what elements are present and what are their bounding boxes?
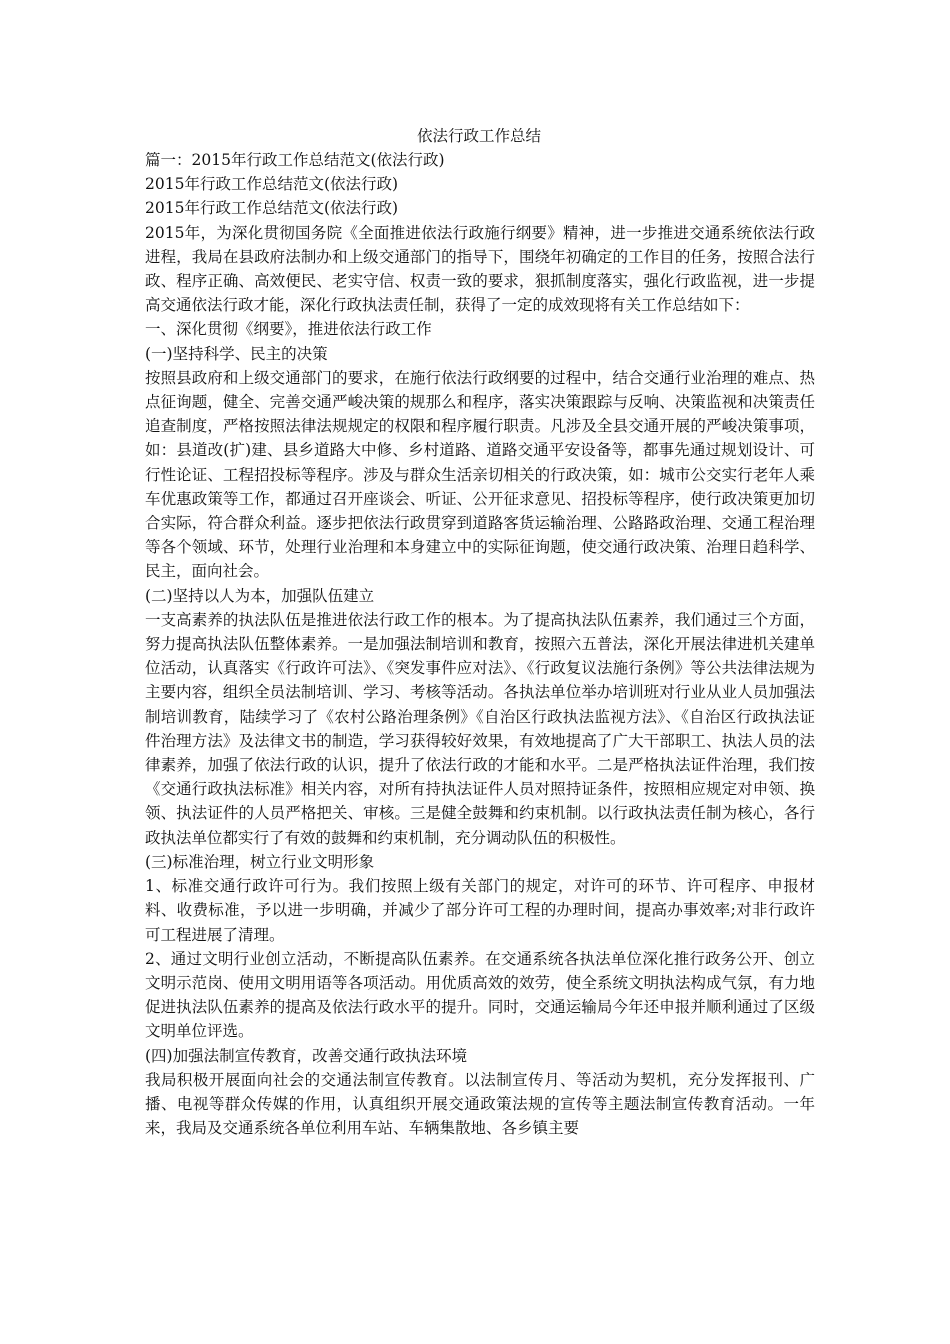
section-heading-line: (二)坚持以人为本，加强队伍建立 — [145, 586, 375, 605]
body-paragraph: 2015年，为深化贯彻国务院《全面推进依法行政施行纲要》精神，进一步推进交通系统依法行政进程，我局在县政府法制办和上级交通部门的指导下，围绕年初确定的工作目的任务，按照合法行政、程序正确、高效便民、老实守信、权责一致的要求，狠抓制度落实，强化行政监视，进一步提高交通依法行政才能，深化行政执法责任制，获得了一定的成效现将有关工作总结如下： — [145, 223, 815, 315]
body-paragraph: 1、标准交通行政许可行为。我们按照上级有关部门的规定，对许可的环节、许可程序、申报材料、收费标准，予以进一步明确，并减少了部分许可工程的办理时间，提高办事效率;对非行政许可工程进展了清理。 — [145, 877, 815, 944]
body-paragraph: 2、通过文明行业创立活动，不断提高队伍素养。在交通系统各执法单位深化推行政务公开、创立文明示范岗、使用文明用语等各项活动。用优质高效的效劳，使全系统文明执法构成气氛，有力地促进执法队伍素养的提高及依法行政水平的提升。同时，交通运输局今年还申报并顺利通过了区级文明单位评选。 — [145, 949, 815, 1041]
section-heading-line: 2015年行政工作总结范文(依法行政) — [145, 199, 399, 218]
document-title: 依法行政工作总结 — [416, 127, 541, 145]
body-paragraph: 一支高素养的执法队伍是推进依法行政工作的根本。为了提高执法队伍素养，我们通过三个方面，努力提高执法队伍整体素养。一是加强法制培训和教育，按照六五普法，深化开展法律进机关建单位活动，认真落实《行政许可法》、《突发事件应对法》、《行政复议法施行条例》等公共法律法规为主要内容，组织全员法制培训、学习、考核等活动。各执法单位举办培训班对行业从业人员加强法制培训教育，陆续学习了《农村公路治理条例》《自治区行政执法监视方法》、《自治区行政执法证件治理方法》及法律文书的制造，学习获得较好效果，有效地提高了广大干部职工、执法人员的法律素养，加强了依法行政的认识，提升了依法行政的才能和水平。二是严格执法证件治理，我们按《交通行政执法标准》相关内容，对所有持执法证件人员对照持证条件，按照相应规定对申领、换领、执法证件的人员严格把关、审核。三是健全鼓舞和约束机制。以行政执法责任制为核心，各行政执法单位都实行了有效的鼓舞和约束机制，充分调动队伍的积极性。 — [145, 610, 815, 847]
section-heading-line: (四)加强法制宣传教育，改善交通行政执法环境 — [145, 1046, 468, 1065]
section-heading-line: (三)标准治理，树立行业文明形象 — [145, 852, 375, 871]
body-paragraph: 我局积极开展面向社会的交通法制宣传教育。以法制宣传月、等活动为契机，充分发挥报刊、广播、电视等群众传媒的作用，认真组织开展交通政策法规的宣传等主题法制宣传教育活动。一年来，我局及交通系统各单位利用车站、车辆集散地、各乡镇主要 — [145, 1070, 815, 1138]
section-heading-line: (一)坚持科学、民主的决策 — [145, 344, 328, 363]
section-heading-line: 一、深化贯彻《纲要》，推进依法行政工作 — [145, 320, 432, 339]
document-body — [143, 148, 815, 1140]
body-paragraph: 按照县政府和上级交通部门的要求，在施行依法行政纲要的过程中，结合交通行业治理的难点、热点征询题，健全、完善交通严峻决策的规那么和程序，落实决策跟踪与反响、决策监视和决策责任追查制度，严格按照法律法规规定的权限和程序履行职责。凡涉及全县交通开展的严峻决策事项，如：县道改(扩)建、县乡道路大中修、乡村道路、道路交通平安设备等，都事先通过规划设计、可行性论证、工程招投标等程序。涉及与群众生活亲切相关的行政决策，如：城市公交实行老年人乘车优惠政策等工作，都通过召开座谈会、听证、公开征求意见、招投标等程序，使行政决策更加切合实际，符合群众利益。逐步把依法行政贯穿到道路客货运输治理、公路路政治理、交通工程治理等各个领域、环节，处理行业治理和本身建立中的实际征询题，使交通行政决策、治理日趋科学、民主，面向社会。 — [145, 368, 815, 581]
document-page — [143, 124, 815, 1140]
section-heading-line: 篇一：2015年行政工作总结范文(依法行政) — [145, 151, 445, 169]
section-heading-line: 2015年行政工作总结范文(依法行政) — [145, 175, 399, 194]
